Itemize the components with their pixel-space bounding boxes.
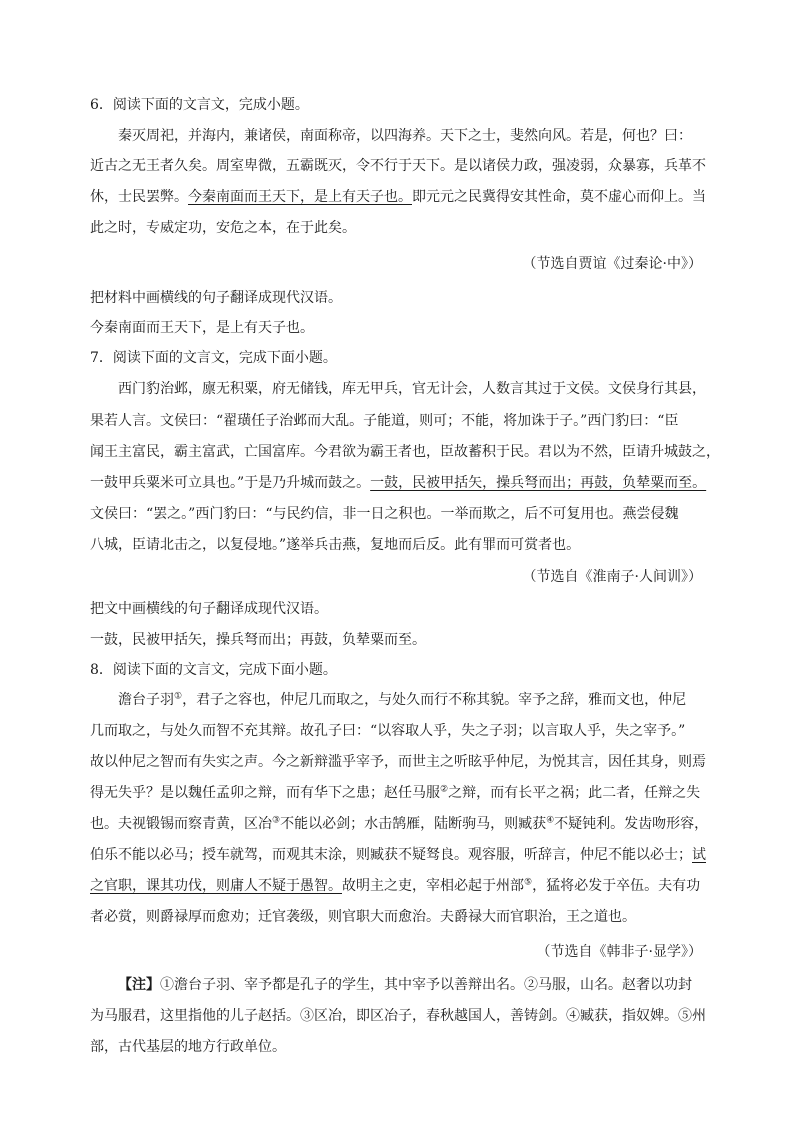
passage-text: 休，士民罢弊。 (90, 189, 188, 205)
q7-heading: 7．阅读下面的文言文，完成下面小题。 (90, 350, 337, 366)
passage-text: 不能以必剑；水击鹄雁，陆断驹马，则臧获 (280, 816, 547, 832)
passage-text: 之辩，而有长平之祸；此二者，任辩之失 (448, 785, 701, 801)
q7-passage-line: 果若人言。文侯曰：“翟璜任子治邺而大乱。子能道，则可；不能，将加诛于子。”西门豹曰：“臣 (90, 413, 679, 429)
passage-text: 一鼓甲兵粟米可立具也。”于是乃升城而鼓之。 (90, 475, 371, 491)
passage-text: 也。夫视锻锡而察青黄，区冶 (90, 816, 272, 832)
q8-passage-line: 故以仲尼之智而有失实之声。今之新辩滥乎宰予，而世主之听眩乎仲尼，为悦其言，因任其身，则焉 (90, 754, 706, 770)
passage-text: 澹台子羽 (118, 692, 174, 708)
q7-task: 把文中画横线的句子翻译成现代汉语。 (90, 601, 328, 617)
passage-text: 得无失乎？是以魏任孟卯之辩，而有华下之患；赵任马服 (90, 785, 440, 801)
q6-passage-line: 秦灭周祀，并海内，兼诸侯，南面称帝，以四海养。天下之士，斐然向风。若是，何也？曰： (118, 128, 692, 144)
q8-heading: 8．阅读下面的文言文，完成下面小题。 (90, 662, 337, 678)
q8-passage-line: 者必赏，则爵禄厚而愈劝；迁官袭级，则官职大而愈治。夫爵禄大而官职治，王之道也。 (90, 909, 636, 925)
footnote-marker: ② (440, 784, 449, 795)
q7-passage-line: 西门豹治邺，廪无积粟，府无储钱，库无甲兵，官无计会，人数言其过于文侯。文侯身行其县， (118, 381, 706, 397)
note-label: 【注】 (118, 977, 160, 993)
q8-passage-line (90, 815, 708, 833)
passage-text: 不疑钝利。发齿吻形容， (554, 816, 709, 832)
q8-note-line: 为马服君，这里指他的儿子赵括。③区冶，即区冶子，春秋越国人，善铸剑。④臧获，指奴婢。⑤州 (90, 1008, 706, 1024)
q7-passage-line (90, 474, 706, 492)
q7-source: （节选自《淮南子·人间训》） (522, 569, 702, 585)
q6-heading: 6．阅读下面的文言文，完成小题。 (90, 97, 309, 113)
passage-text: ，猛将必发于卒伍。夫有功 (532, 878, 701, 894)
underlined-sentence: 之官职，课其功伐，则庸人不疑于愚智。 (90, 878, 342, 894)
q8-passage-line (90, 846, 706, 864)
q8-passage-line: 几而取之，与处久而智不充其辩。故孔子曰：“以容取人乎，失之子羽；以言取人乎，失之宰予。” (90, 723, 686, 739)
passage-text: 伯乐不能以必马；授车就驾，而观其末涂，则臧获不疑驽良。观容服，听辞言，仲尼不能以必士； (90, 847, 692, 863)
passage-text: 故明主之吏，宰相必起于州部 (342, 878, 524, 894)
q6-answer: 今秦南面而王天下，是上有天子也。 (90, 320, 314, 336)
q6-passage-line (90, 188, 706, 206)
underlined-sentence: 试 (692, 847, 706, 863)
q8-note-line (118, 976, 692, 994)
q6-passage-line: 近古之无王者久矣。周室卑微，五霸既灭，令不行于天下。是以诸侯力政，强凌弱，众暴寡，兵革不 (90, 158, 706, 174)
passage-text: ，君子之容也，仲尼几而取之，与处久而行不称其貌。宰予之辞，雅而文也，仲尼 (182, 692, 687, 708)
q6-task: 把材料中画横线的句子翻译成现代汉语。 (90, 290, 342, 306)
q7-passage-line: 八城，臣请北击之，以复侵地。”遂举兵击燕，复地而后反。此有罪而可赏者也。 (90, 537, 581, 553)
underlined-sentence: 一鼓，民被甲括矢，操兵弩而出；再鼓，负辇粟而至。 (370, 475, 707, 491)
q7-passage-line: 文侯曰：“罢之。”西门豹曰：“与民约信，非一日之积也。一举而欺之，后不可复用也。燕尝侵魏 (90, 506, 679, 522)
footnote-marker: ③ (272, 815, 281, 826)
underlined-sentence: 今秦南面而王天下，是上有天子也。 (188, 189, 412, 205)
q7-passage-line: 闻王主富民，霸主富武，亡国富库。今君欲为霸王者也，臣故蓄积于民。君以为不然，臣请升城鼓之， (90, 444, 720, 460)
footnote-marker: ⑤ (524, 877, 533, 888)
footnote-marker: ① (174, 691, 183, 702)
note-text: ①澹台子羽、宰予都是孔子的学生，其中宰予以善辩出名。②马服，山名。赵奢以功封 (160, 977, 692, 993)
q8-passage-line (118, 691, 686, 709)
q8-passage-line (90, 784, 700, 802)
footnote-marker: ④ (546, 815, 555, 826)
passage-text: 即元元之民冀得安其性命，莫不虚心而仰上。当 (412, 189, 706, 205)
q8-note-line: 部，古代基层的地方行政单位。 (90, 1039, 286, 1055)
q6-passage-line: 此之时，专威定功，安危之本，在于此矣。 (90, 220, 356, 236)
q6-source: （节选自贾谊《过秦论·中》） (522, 256, 702, 272)
q8-passage-line (90, 877, 700, 895)
q7-answer: 一鼓，民被甲括矢，操兵弩而出；再鼓，负辇粟而至。 (90, 632, 426, 648)
q8-source: （节选自《韩非子·显学》） (536, 944, 702, 960)
